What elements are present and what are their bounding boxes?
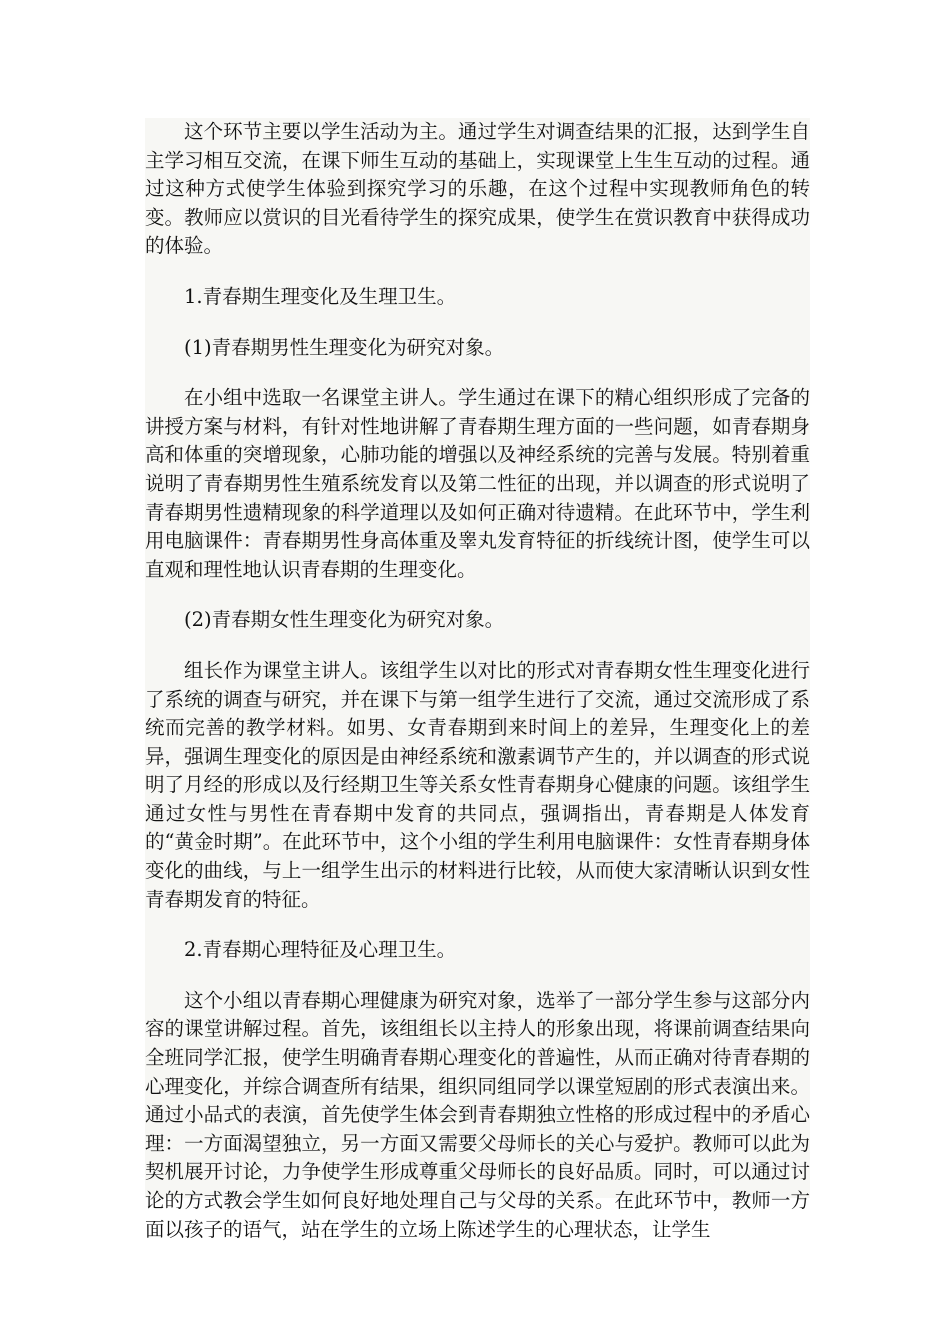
text-body	[145, 118, 810, 1241]
paragraph-gap	[145, 965, 810, 987]
paragraph-gap	[145, 261, 810, 283]
paragraph-gap	[145, 312, 810, 334]
paragraph-intro: 这个环节主要以学生活动为主。通过学生对调查结果的汇报，达到学生自主学习相互交流，在课下师生互动的基础上，实现课堂上生生互动的过程。通过这种方式使学生体验到探究学习的乐趣，在这个过程中实现教师角色的转变。教师应以赏识的目光看待学生的探究成果，使学生在赏识教育中获得成功的体验。	[145, 120, 810, 258]
paragraph-female: 组长作为课堂主讲人。该组学生以对比的形式对青春期女性生理变化进行了系统的调查与研究，并在课下与第一组学生进行了交流，通过交流形成了系统而完善的教学材料。如男、女青春期到来时间上的差异，生理变化上的差异，强调生理变化的原因是由神经系统和激素调节产生的，并以调查的形式说明了月经的形成以及行经期卫生等关系女性青春期身心健康的问题。该组学生通过女性与男性在青春期中发育的共同点，强调指出，青春期是人体发育的“黄金时期”。在此环节中，这个小组的学生利用电脑课件：女性青春期身体变化的曲线，与上一组学生出示的材料进行比较，从而使大家清晰认识到女性青春期发育的特征。	[145, 658, 810, 911]
paragraph-gap	[145, 362, 810, 384]
paragraph-male: 在小组中选取一名课堂主讲人。学生通过在课下的精心组织形成了完备的讲授方案与材料，有针对性地讲解了青春期生理方面的一些问题，如青春期身高和体重的突增现象，心肺功能的增强以及神经系统的完善与发展。特别着重说明了青春期男性生殖系统发育以及第二性征的出现，并以调查的形式说明了青春期男性遗精现象的科学道理以及如何正确对待遗精。在此环节中，学生利用电脑课件：青春期男性身高体重及睾丸发育特征的折线统计图，使学生可以直观和理性地认识青春期的生理变化。	[145, 386, 810, 581]
paragraph-gap	[145, 914, 810, 936]
paragraph-gap	[145, 584, 810, 606]
heading-physiology: 1.青春期生理变化及生理卫生。	[184, 284, 457, 308]
paragraph-psychology: 这个小组以青春期心理健康为研究对象，选举了一部分学生参与这部分内容的课堂讲解过程。首先，该组组长以主持人的形象出现，将课前调查结果向全班同学汇报，使学生明确青春期心理变化的普遍性，从而正确对待青春期的心理变化，并综合调查所有结果，组织同组同学以课堂短剧的形式表演出来。通过小品式的表演，首先使学生体会到青春期独立性格的形成过程中的矛盾心理：一方面渴望独立，另一方面又需要父母师长的关心与爱护。教师可以此为契机展开讨论，力争使学生形成尊重父母师长的良好品质。同时，可以通过讨论的方式教会学生如何良好地处理自己与父母的关系。在此环节中，教师一方面以孩子的语气，站在学生的立场上陈述学生的心理状态，让学生	[145, 988, 810, 1241]
subheading-male: (1)青春期男性生理变化为研究对象。	[184, 335, 505, 359]
paragraph-gap	[145, 635, 810, 657]
subheading-female: (2)青春期女性生理变化为研究对象。	[184, 608, 505, 632]
heading-psychology: 2.青春期心理特征及心理卫生。	[184, 938, 457, 962]
